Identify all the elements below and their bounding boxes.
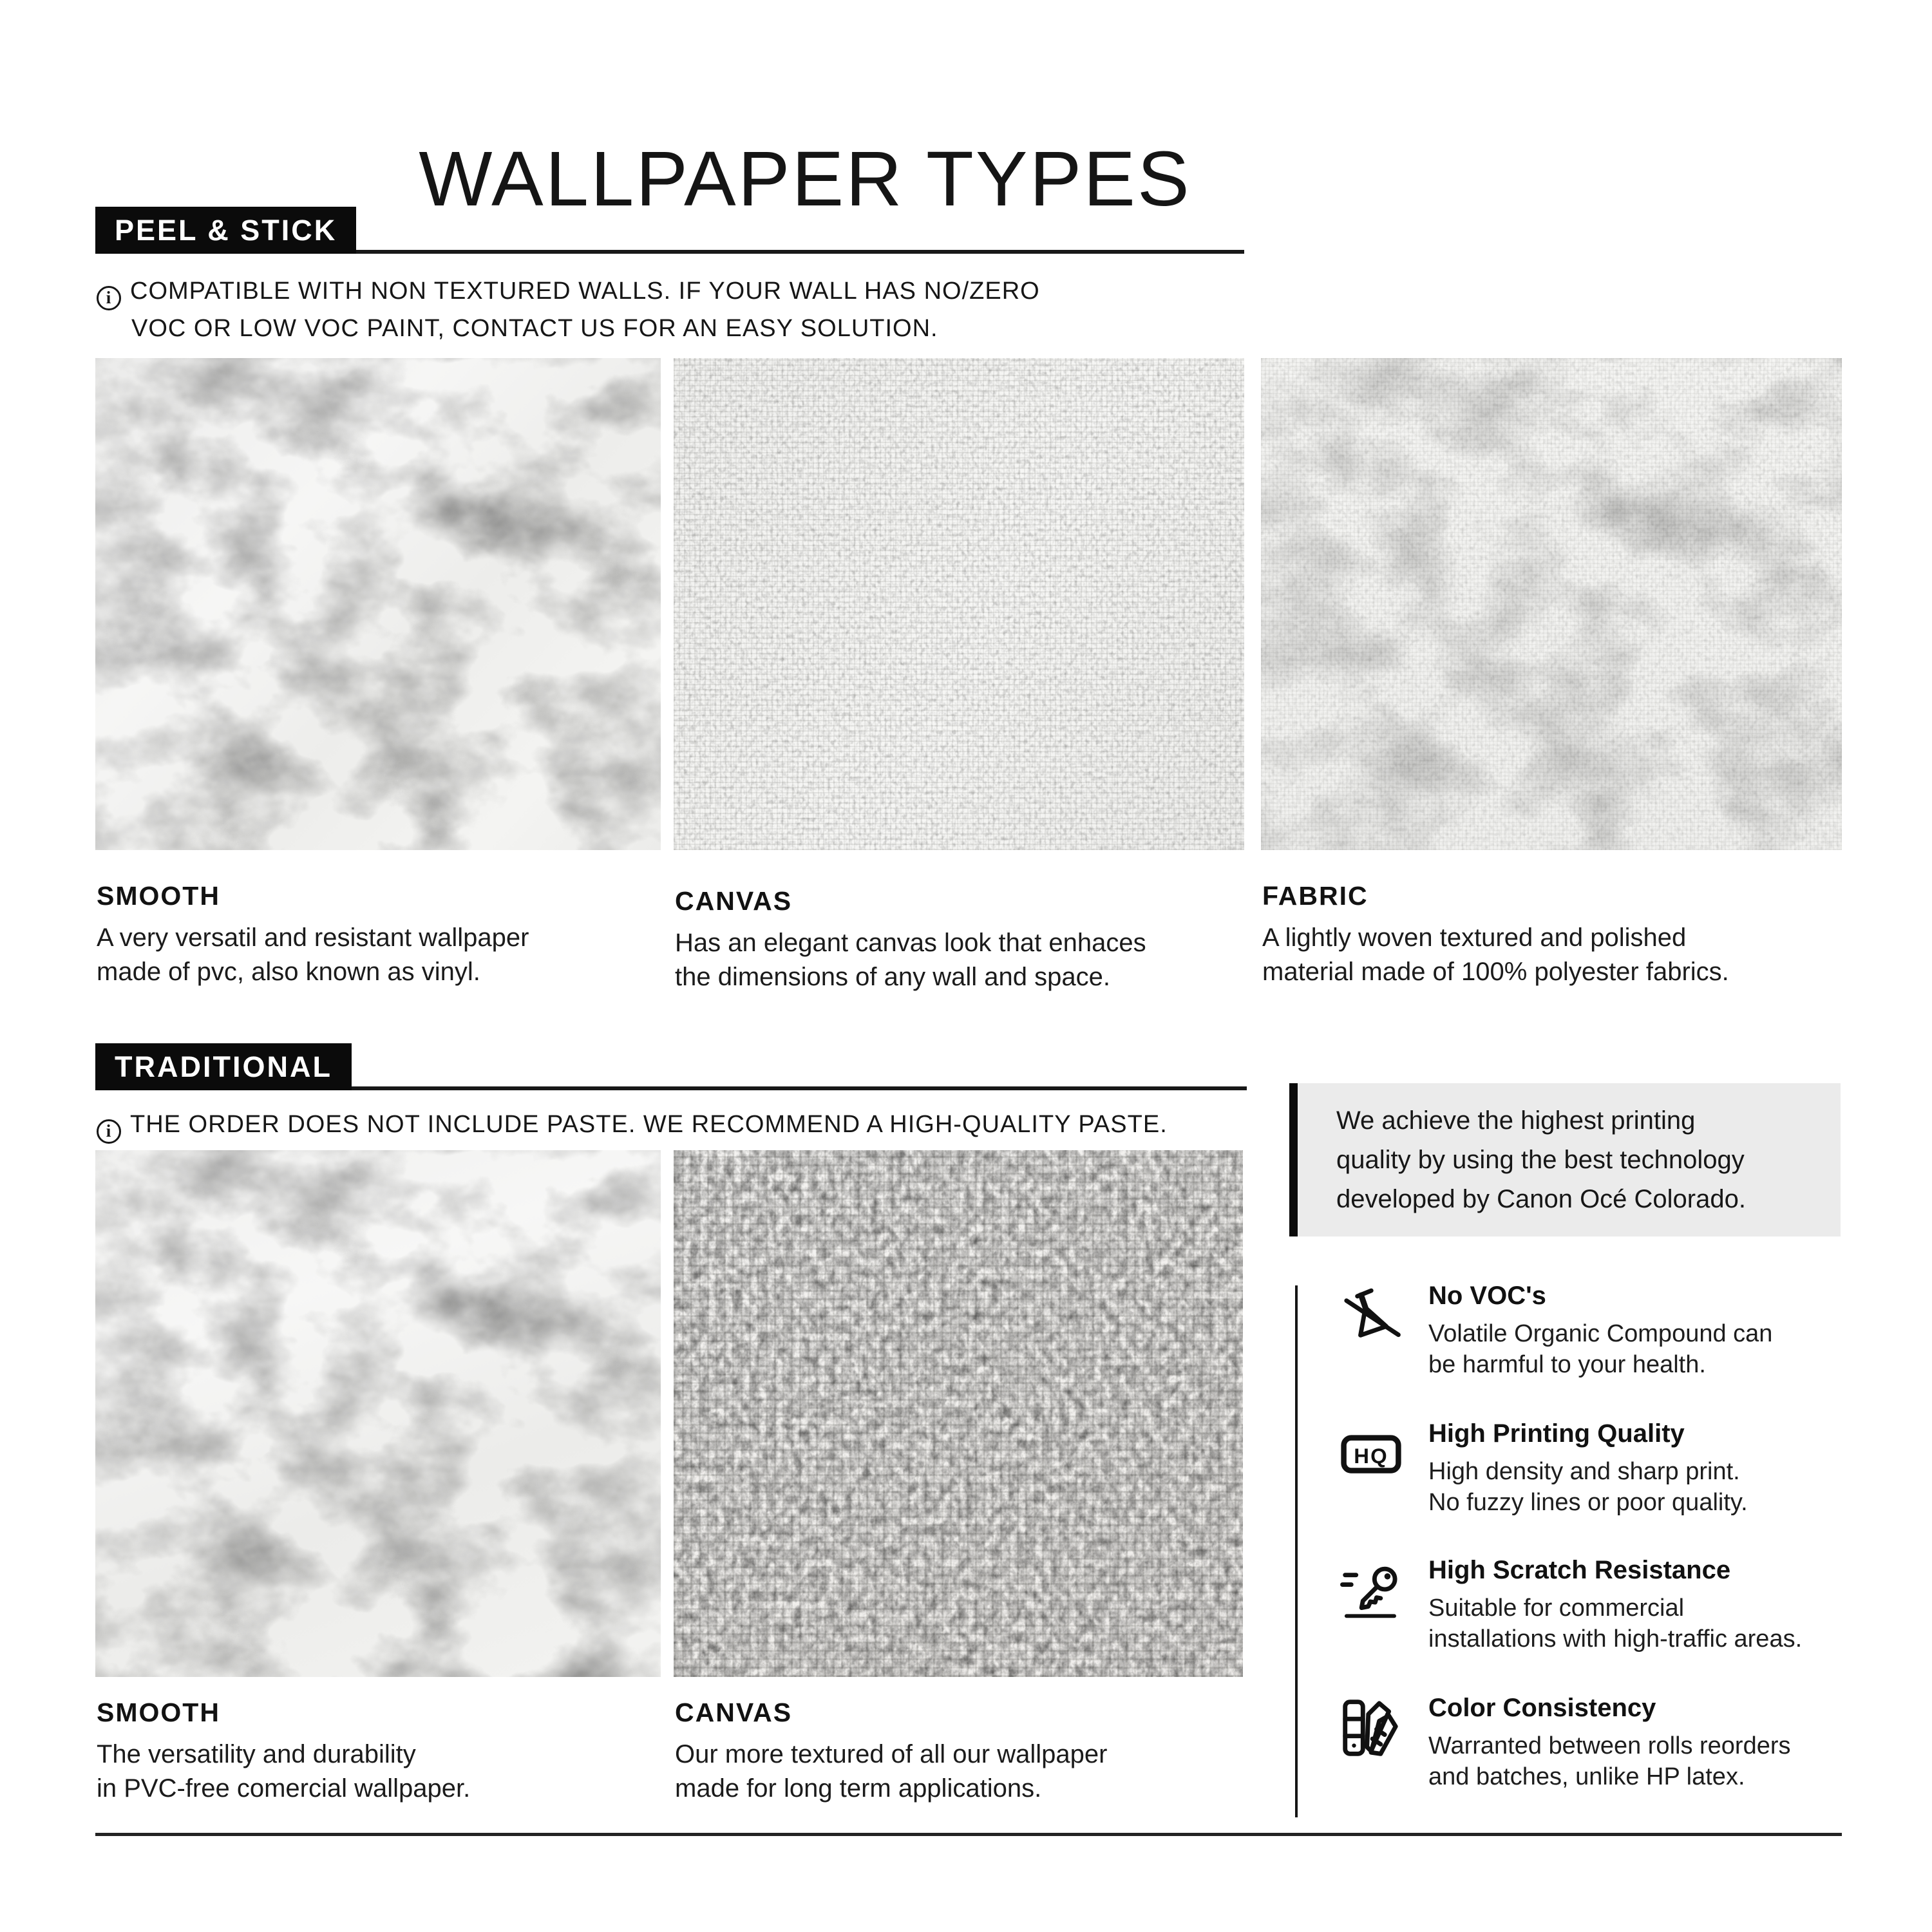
feature-text xyxy=(1428,1556,1802,1654)
smooth-vinyl-texture xyxy=(95,358,661,850)
feature-title: High Printing Quality xyxy=(1428,1419,1685,1448)
feature-text xyxy=(1428,1694,1791,1792)
printing-quality-callout xyxy=(1289,1083,1841,1236)
swatch-title-peel-stick-fabric: FABRIC xyxy=(1262,881,1368,911)
smooth-paper-texture xyxy=(95,1150,661,1677)
feature-no-vocs xyxy=(1337,1282,1852,1380)
swatch-image-peel-stick-smooth xyxy=(95,358,661,850)
swatch-desc-traditional-smooth: The versatility and durability in PVC-free comercial wallpaper. xyxy=(97,1740,471,1803)
bottom-divider-line xyxy=(95,1833,1842,1836)
svg-text:HQ: HQ xyxy=(1354,1443,1388,1468)
swatch-desc-peel-stick-canvas: Has an elegant canvas look that enhaces the dimensions of any wall and space. xyxy=(675,929,1146,991)
features-divider-line xyxy=(1295,1285,1298,1817)
info-icon: i xyxy=(97,1119,121,1144)
peel-stick-note-line-2: VOC OR LOW VOC PAINT, CONTACT US FOR AN EASY SOLUTION. xyxy=(131,314,938,342)
swatch-image-peel-stick-fabric xyxy=(1261,358,1842,850)
feature-description: Suitable for commercial installations with high-traffic areas. xyxy=(1428,1595,1803,1653)
fine-canvas-texture xyxy=(674,358,1244,850)
color-swatchbook-icon xyxy=(1337,1694,1405,1762)
swatch-title-traditional-smooth: SMOOTH xyxy=(97,1698,220,1727)
no-voc-flask-icon xyxy=(1337,1282,1405,1350)
feature-high-printing-quality xyxy=(1337,1419,1852,1518)
swatch-desc-peel-stick-fabric: A lightly woven textured and polished material made of 100% polyester fabrics. xyxy=(1262,923,1729,986)
swatch-image-peel-stick-canvas xyxy=(674,358,1244,850)
feature-text xyxy=(1428,1282,1772,1380)
feature-title: High Scratch Resistance xyxy=(1428,1556,1731,1584)
feature-high-scratch-resistance xyxy=(1337,1556,1852,1654)
swatch-title-peel-stick-smooth: SMOOTH xyxy=(97,881,220,911)
feature-color-consistency xyxy=(1337,1694,1852,1792)
feature-title: Color Consistency xyxy=(1428,1694,1656,1722)
swatch-desc-peel-stick-smooth: A very versatil and resistant wallpaper made of pvc, also known as vinyl. xyxy=(97,923,529,986)
feature-title: No VOC's xyxy=(1428,1282,1546,1310)
hq-badge-icon xyxy=(1337,1419,1405,1488)
swatch-desc-traditional-canvas: Our more textured of all our wallpaper made for long term applications. xyxy=(675,1740,1108,1803)
peel-stick-note xyxy=(97,273,1040,347)
feature-description: Warranted between rolls reorders and batches, unlike HP latex. xyxy=(1428,1732,1791,1790)
swatch-image-traditional-canvas xyxy=(674,1150,1243,1677)
traditional-note xyxy=(97,1106,1168,1144)
peel-stick-section-label: PEEL & STICK xyxy=(95,207,356,254)
info-icon: i xyxy=(97,286,121,310)
scratch-key-icon xyxy=(1337,1556,1405,1624)
peel-stick-note-line-1: i COMPATIBLE WITH NON TEXTURED WALLS. IF YOUR WALL HAS NO/ZERO xyxy=(97,273,1040,310)
feature-description: Volatile Organic Compound can be harmful to your health. xyxy=(1428,1320,1773,1378)
feature-description: High density and sharp print. No fuzzy lines or poor quality. xyxy=(1428,1458,1748,1516)
traditional-note-line-1: i THE ORDER DOES NOT INCLUDE PASTE. WE RECOMMEND A HIGH-QUALITY PASTE. xyxy=(97,1106,1168,1144)
swatch-image-traditional-smooth xyxy=(95,1150,661,1677)
traditional-section-label: TRADITIONAL xyxy=(95,1043,352,1090)
coarse-canvas-texture xyxy=(674,1150,1243,1677)
printing-quality-text: We achieve the highest printing quality by using the best technology developed by Canon Océ Colorado. xyxy=(1336,1106,1746,1213)
swatch-title-traditional-canvas: CANVAS xyxy=(675,1698,793,1727)
woven-fabric-texture xyxy=(1261,358,1842,850)
feature-text xyxy=(1428,1419,1748,1518)
swatch-title-peel-stick-canvas: CANVAS xyxy=(675,886,793,916)
page-title: WALLPAPER TYPES xyxy=(419,135,1191,223)
